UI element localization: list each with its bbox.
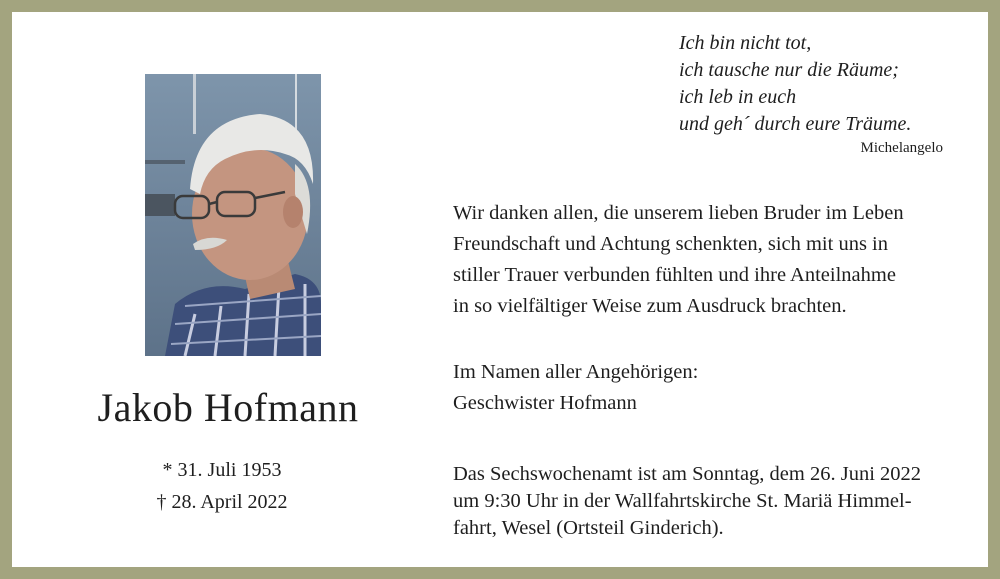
- life-dates: [72, 454, 372, 518]
- poem-author: Michelangelo: [860, 140, 943, 156]
- service-notice: [453, 461, 983, 542]
- thanks-line: stiller Trauer verbunden fühlten und ihre Anteilnahme: [453, 264, 896, 286]
- thanks-line: Freundschaft und Achtung schenkten, sich mit uns in: [453, 233, 888, 255]
- poem: [679, 30, 949, 138]
- deceased-name: Jakob Hofmann: [97, 385, 359, 430]
- poem-line: Ich bin nicht tot,: [679, 32, 812, 54]
- birth-date: * 31. Juli 1953: [162, 459, 282, 481]
- portrait-illustration: [145, 74, 321, 356]
- poem-line: ich leb in euch: [679, 86, 797, 108]
- poem-line: ich tausche nur die Räume;: [679, 59, 899, 81]
- poem-line: und geh´ durch eure Träume.: [679, 113, 912, 135]
- signoff: [453, 357, 853, 419]
- thanks-paragraph: [453, 198, 973, 322]
- obituary-card: [12, 12, 988, 567]
- service-line: Das Sechswochenamt ist am Sonntag, dem 26. Juni 2022: [453, 463, 922, 485]
- service-line: um 9:30 Uhr in der Wallfahrtskirche St. Mariä Himmel-: [453, 490, 912, 512]
- death-date: † 28. April 2022: [156, 491, 288, 513]
- signoff-intro: Im Namen aller Angehörigen:: [453, 361, 699, 383]
- service-line: fahrt, Wesel (Ortsteil Ginderich).: [453, 517, 724, 539]
- thanks-line: Wir danken allen, die unserem lieben Bruder im Leben: [453, 202, 904, 224]
- signoff-family: Geschwister Hofmann: [453, 392, 637, 414]
- thanks-line: in so vielfältiger Weise zum Ausdruck brachten.: [453, 295, 847, 317]
- portrait-photo: [145, 74, 321, 356]
